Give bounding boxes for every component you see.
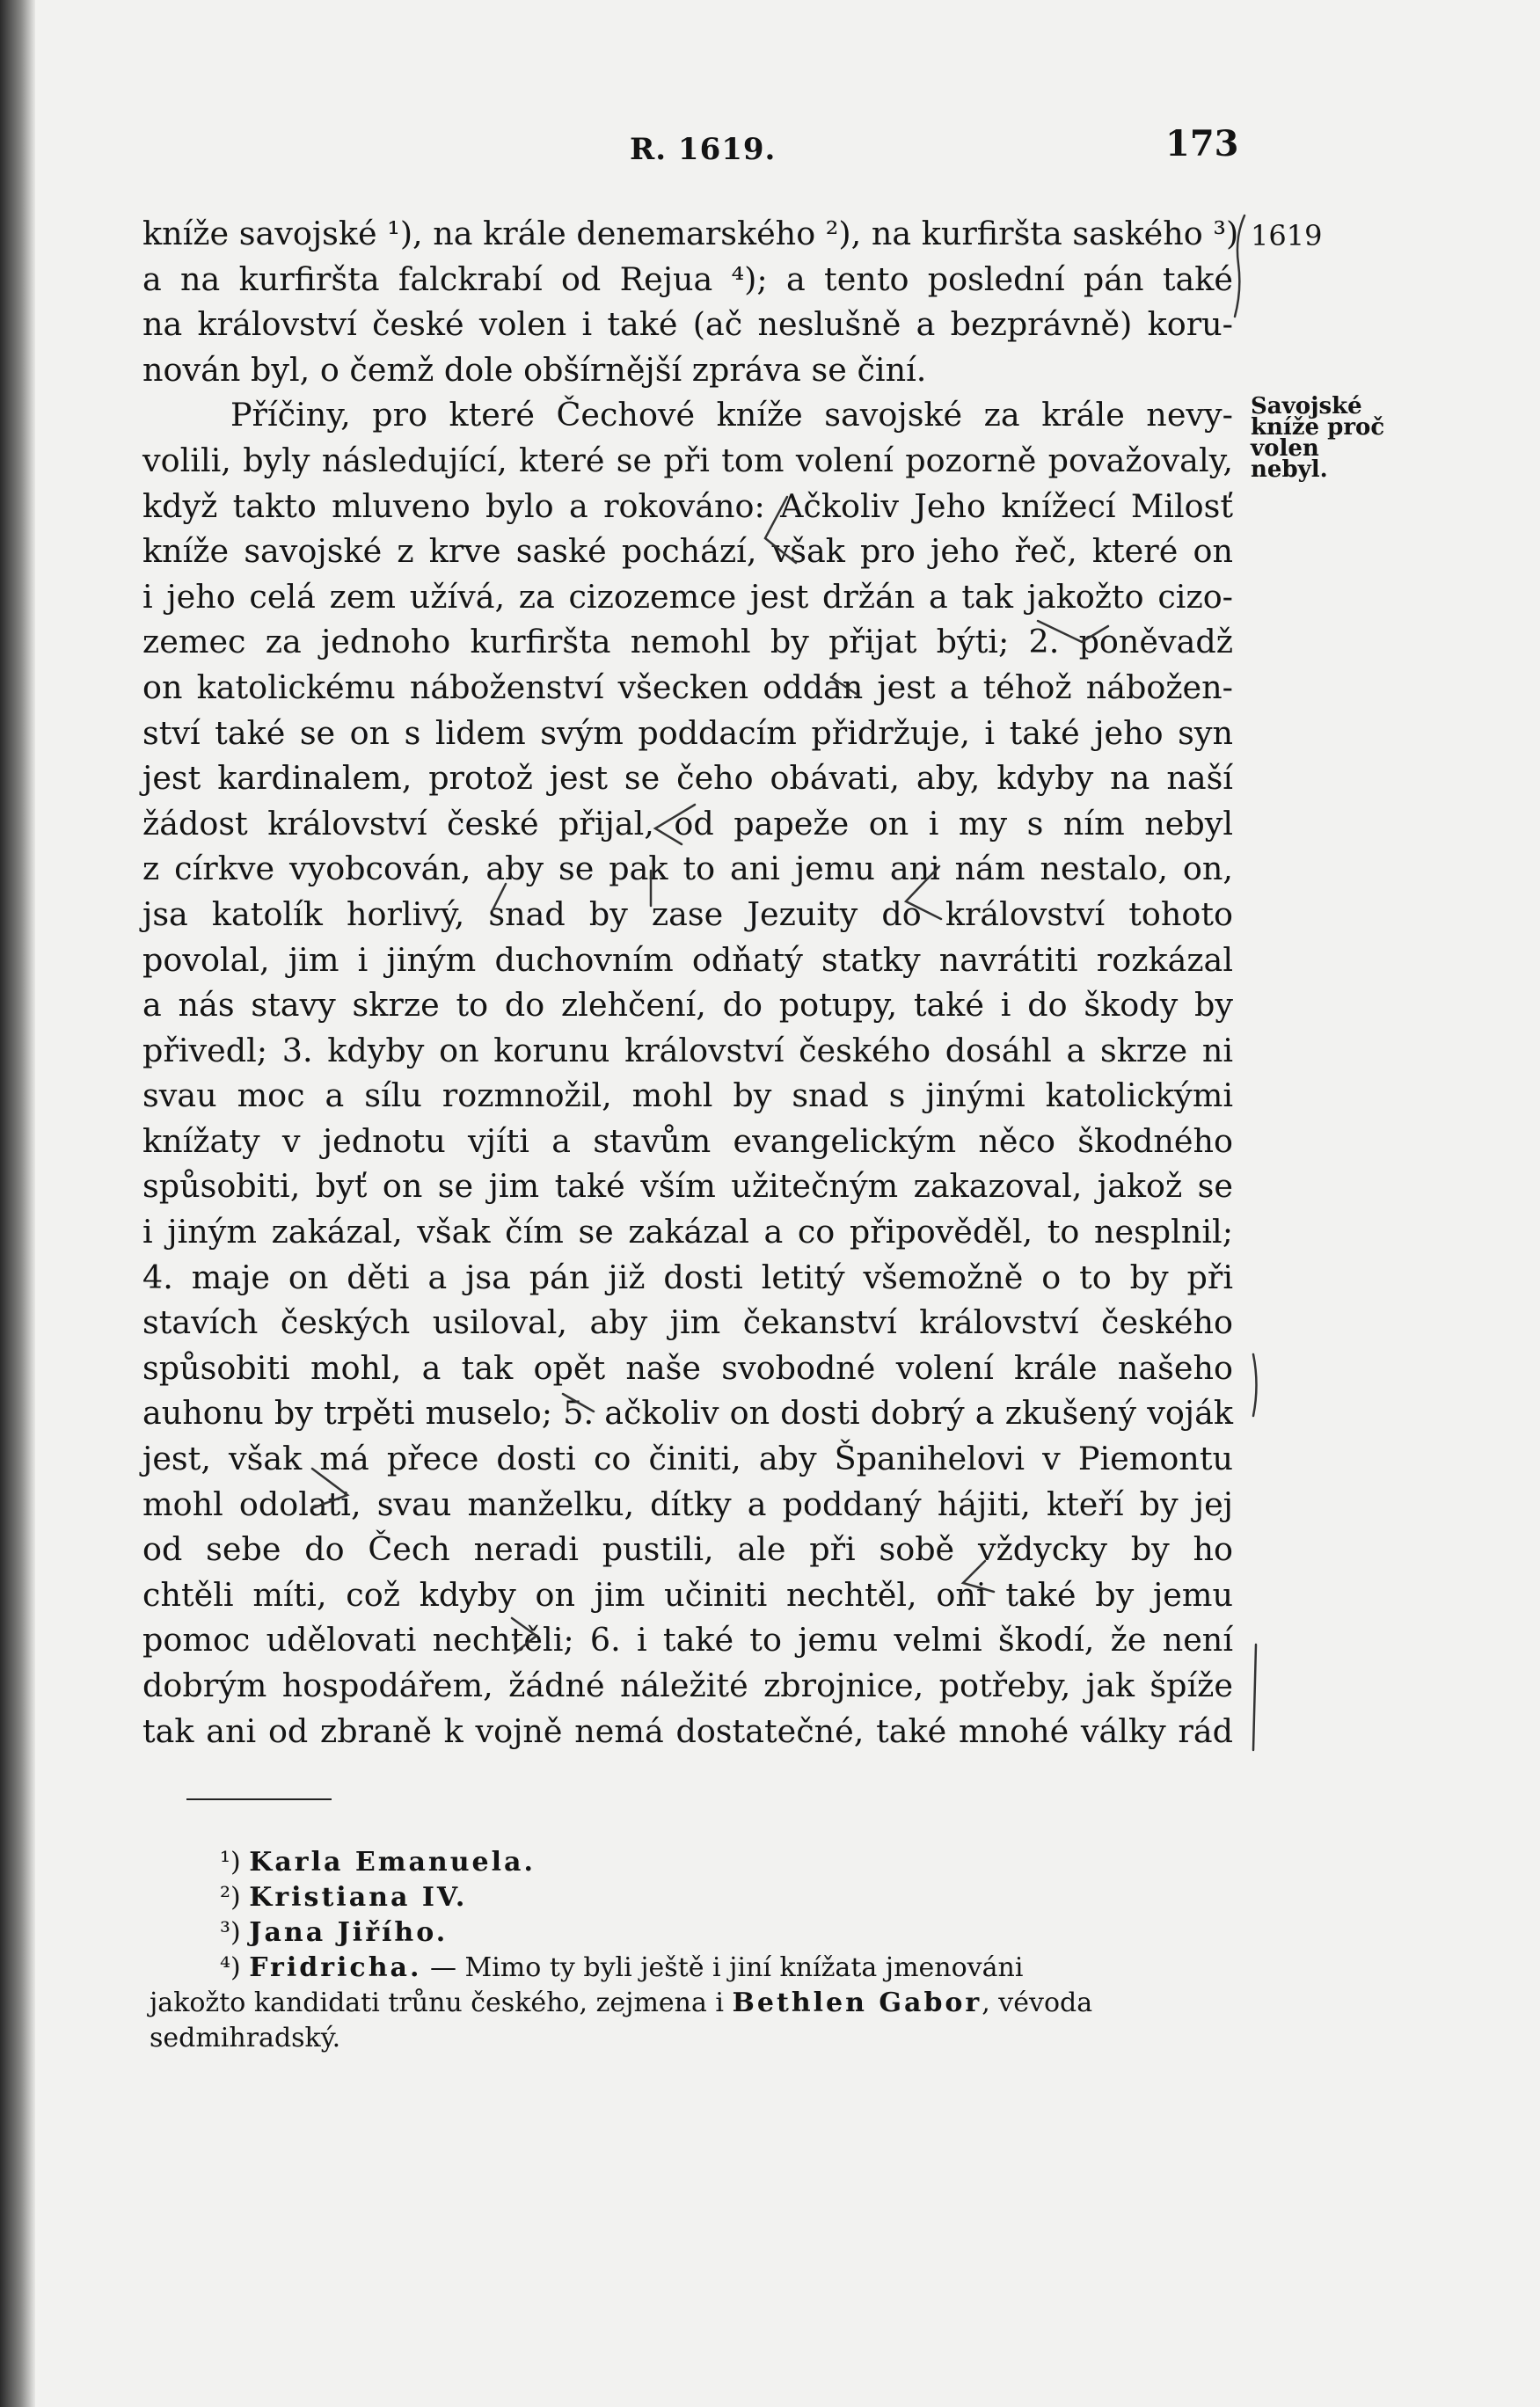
footnote-marker: ¹) xyxy=(220,1847,241,1878)
text-line: 4. maje on děti a jsa pán již dosti letitý všemožně o to by při xyxy=(142,1258,1233,1296)
text-line: nován byl, o čemž dole obšírnější zpráva se činí. xyxy=(142,350,927,389)
text-line: chtěli míti, což kdyby on jim učiniti nechtěl, oni také by jemu xyxy=(142,1575,1233,1614)
text-line: zemec za jednoho kurfiršta nemohl by přijat býti; 2. poněvadž xyxy=(142,623,1233,661)
text-line: volili, byly následující, které se při tom volení pozorně považovaly, xyxy=(142,441,1233,479)
footnote-marker: ³) xyxy=(220,1917,241,1948)
text-line: od sebe do Čech neradi pustili, ale při sobě vždycky by ho xyxy=(142,1530,1233,1569)
footnote-name: Fridricha. xyxy=(249,1952,422,1983)
running-title: R. 1619. xyxy=(630,132,777,167)
page-number: 173 xyxy=(1165,123,1239,164)
footnote-1 xyxy=(150,1845,1240,1880)
footnote-4-cont xyxy=(150,1986,1240,2021)
footnote-name: Kristiana IV. xyxy=(249,1882,468,1913)
footnote-text: — Mimo ty byli ještě i jiní knížata jmenováni xyxy=(421,1952,1024,1983)
margin-note-line: Savojské xyxy=(1251,393,1362,419)
margin-bracket-mark xyxy=(1253,1645,1256,1750)
footnote-3 xyxy=(150,1915,1240,1951)
margin-bracket-mark xyxy=(1253,1354,1257,1416)
body-text xyxy=(142,211,1239,1754)
text-line: dobrým hospodářem, žádné náležité zbrojnice, potřeby, jak špíže xyxy=(142,1667,1233,1704)
text-line: stavích českých usiloval, aby jim čekanství království českého xyxy=(142,1303,1233,1342)
text-line: i jeho celá zem užívá, za cizozemce jest držán a tak jakožto cizo- xyxy=(142,577,1233,616)
binding-shadow xyxy=(0,0,35,2407)
text-line: ství také se on s lidem svým poddacím přidržuje, i také jeho syn xyxy=(142,713,1233,752)
footnote-4 xyxy=(150,1951,1240,1986)
text-line: svau moc a sílu rozmnožil, mohl by snad s jinými katolickými xyxy=(142,1076,1233,1115)
margin-note-line: volen nebyl. xyxy=(1251,435,1328,483)
text-line: tak ani od zbraně k vojně nemá dostatečné, také mnohé války rád xyxy=(142,1711,1233,1750)
footnote-rule xyxy=(186,1798,332,1800)
margin-note-line: kníže proč xyxy=(1251,414,1385,441)
text-line: jsa katolík horlivý, snad by zase Jezuity do království tohoto xyxy=(142,894,1233,933)
text-line: přivedl; 3. kdyby on korunu království českého dosáhl a skrze ni xyxy=(142,1031,1233,1069)
footnote-marker: ²) xyxy=(220,1882,241,1913)
text-line: jest kardinalem, protož jest se čeho obávati, aby, kdyby na naší xyxy=(142,759,1233,798)
text-line: z církve vyobcován, aby se pak to ani jemu ani nám nestalo, on, xyxy=(142,850,1233,888)
margin-note xyxy=(1251,393,1400,483)
text-line: kníže savojské z krve saské pochází, však pro jeho řeč, které on xyxy=(142,532,1233,571)
footnote-text: jakožto kandidati trůnu českého, zejmena i xyxy=(150,1988,733,2018)
text-line: knížaty v jednotu vjíti a stavům evangelickým něco škodného xyxy=(142,1121,1233,1160)
text-line: a na kurfiršta falckrabí od Rejua ⁴); a tento poslední pán také xyxy=(142,259,1233,298)
footnote-name: Karla Emanuela. xyxy=(249,1847,536,1878)
text-line: žádost království české přijal, od papeže on i my s ním nebyl xyxy=(142,804,1233,842)
footnote-4-cont: sedmihradský. xyxy=(150,2023,341,2053)
text-line: na království české volen i také (ač neslušně a bezprávně) koru- xyxy=(142,305,1233,344)
text-line: i jiným zakázal, však čím se zakázal a co připověděl, to nesplnil; xyxy=(142,1213,1233,1251)
footnote-name: Bethlen Gabor xyxy=(732,1988,982,2018)
footnote-2 xyxy=(150,1880,1240,1915)
footnotes xyxy=(150,1845,1240,2056)
margin-year: 1619 xyxy=(1251,219,1323,252)
text-line: povolal, jim i jiným duchovním odňatý statky navrátiti rozkázal xyxy=(142,940,1233,979)
text-line: Příčiny, pro které Čechové kníže savojské za krále nevy- xyxy=(230,396,1233,434)
text-line: když takto mluveno bylo a rokováno: Ačkoliv Jeho knížecí Milosť xyxy=(142,486,1233,525)
text-line: auhonu by trpěti muselo; 5. ačkoliv on dosti dobrý a zkušený voják xyxy=(142,1394,1233,1433)
text-line: spůsobiti, byť on se jim také vším užitečným zakazoval, jakož se xyxy=(142,1167,1233,1206)
footnote-marker: ⁴) xyxy=(220,1952,241,1983)
text-line: pomoc udělovati nechtěli; 6. i také to jemu velmi škodí, že není xyxy=(142,1621,1233,1659)
text-line: kníže savojské ¹), na krále denemarského ²), na kurfiršta saského ³) xyxy=(142,215,1239,252)
text-line: mohl odolati, svau manželku, dítky a poddaný hájiti, kteří by jej xyxy=(142,1484,1233,1523)
text-line: a nás stavy skrze to do zlehčení, do potupy, také i do škody by xyxy=(142,986,1233,1025)
text-line: jest, však má přece dosti co činiti, aby Španihelovi v Piemontu xyxy=(142,1440,1233,1478)
footnote-name: Jana Jiřího. xyxy=(249,1917,449,1948)
text-line: spůsobiti mohl, a tak opět naše svobodné volení krále našeho xyxy=(142,1348,1233,1387)
footnote-text: , vévoda xyxy=(982,1988,1093,2018)
text-line: on katolickému náboženství všecken oddán jest a téhož nábožen- xyxy=(142,667,1233,706)
